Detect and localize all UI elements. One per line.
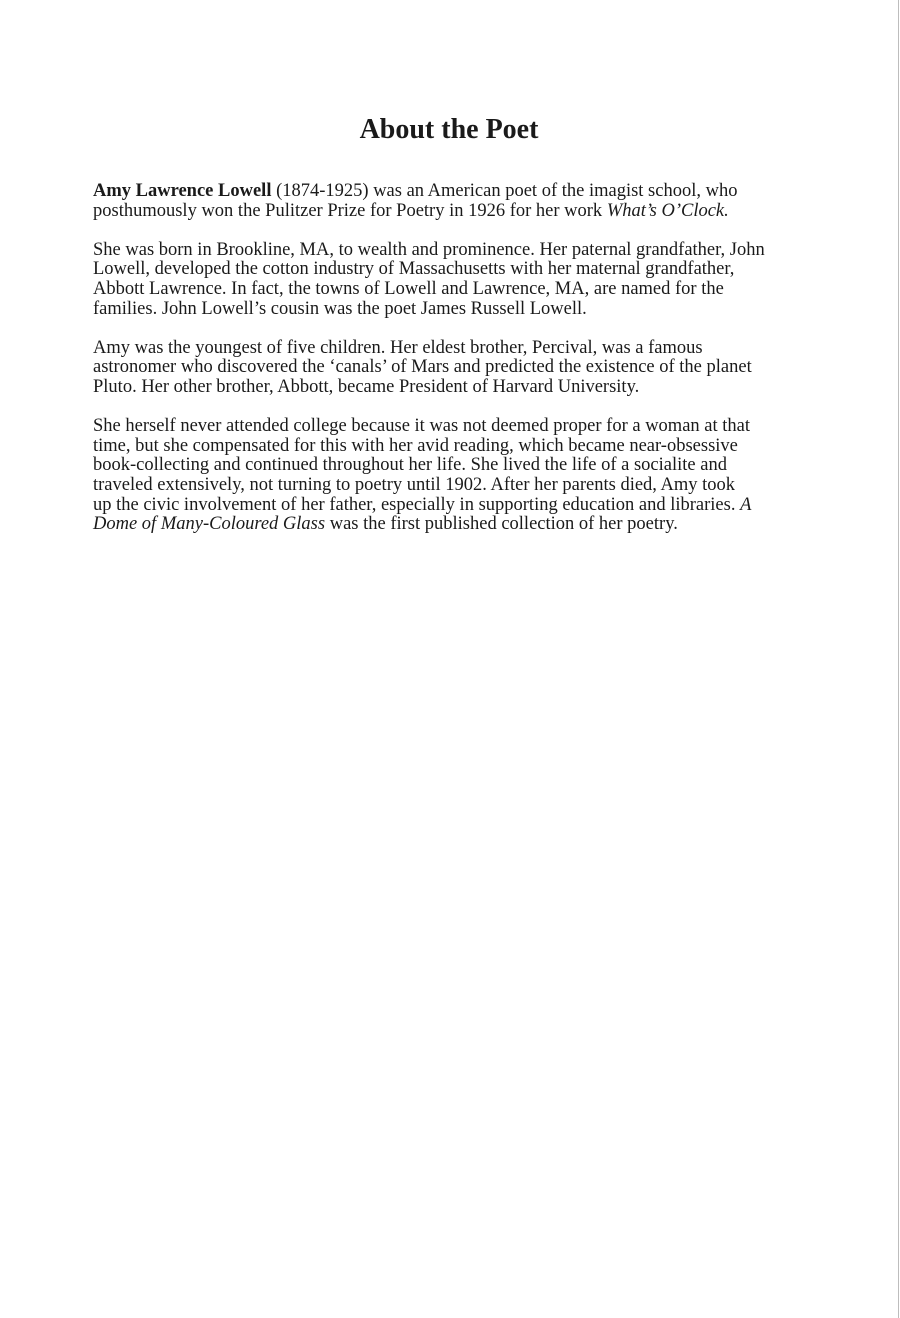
text-line (93, 182, 815, 202)
text-segment: Abbott Lawrence. In fact, the towns of Lowell and Lawrence, MA, are named for the (93, 278, 724, 299)
text-line (93, 456, 815, 476)
bold-name-text: Amy Lawrence Lowell (93, 181, 272, 201)
text-segment: (1874-1925) was an American poet of the imagist school, who (271, 181, 738, 201)
text-segment: traveled extensively, not turning to poetry until 1902. After her parents died, Amy took (93, 474, 736, 495)
paragraph-2 (93, 241, 815, 319)
text-segment: She was born in Brookline, MA, to wealth and prominence. Her paternal grandfather, John (93, 239, 765, 260)
text-segment: She herself never attended college because it was not deemed proper for a woman at that (93, 416, 750, 437)
italic-title-text: Dome of Many-Coloured Glass (93, 514, 326, 535)
paragraph-1 (93, 182, 815, 221)
text-segment: up the civic involvement of her father, especially in supporting education and libraries. (93, 494, 741, 515)
text-line (93, 476, 815, 496)
text-segment: astronomer who discovered the ‘canals’ of Mars and predicted the existence of the planet (93, 357, 752, 378)
text-line (93, 241, 815, 261)
text-line (93, 339, 815, 359)
text-line (93, 358, 815, 378)
text-line (93, 260, 815, 280)
italic-title-text: A (740, 494, 752, 515)
biography-text (93, 182, 815, 554)
text-line (93, 417, 815, 437)
text-line (93, 202, 815, 222)
text-line (93, 515, 815, 535)
text-line (93, 496, 815, 516)
text-segment: Amy was the youngest of five children. Her eldest brother, Percival, was a famous (93, 337, 703, 358)
page-title: About the Poet (359, 114, 539, 145)
text-segment: posthumously won the Pulitzer Prize for Poetry in 1926 for her work (93, 200, 607, 221)
italic-title-text: What’s O’Clock. (606, 200, 729, 221)
text-line (93, 437, 815, 457)
paragraph-3 (93, 339, 815, 398)
text-segment: book-collecting and continued throughout her life. She lived the life of a socialite and (93, 455, 727, 476)
paragraph-4 (93, 417, 815, 535)
text-segment: families. John Lowell’s cousin was the poet James Russell Lowell. (93, 298, 587, 319)
text-segment: time, but she compensated for this with her avid reading, which became near-obsessive (93, 435, 738, 456)
text-line (93, 300, 815, 320)
text-segment: was the first published collection of her poetry. (325, 514, 678, 535)
text-line (93, 280, 815, 300)
text-segment: Pluto. Her other brother, Abbott, became President of Harvard University. (93, 376, 640, 397)
text-segment: Lowell, developed the cotton industry of Massachusetts with her maternal grandfather, (93, 259, 735, 280)
text-line (93, 378, 815, 398)
